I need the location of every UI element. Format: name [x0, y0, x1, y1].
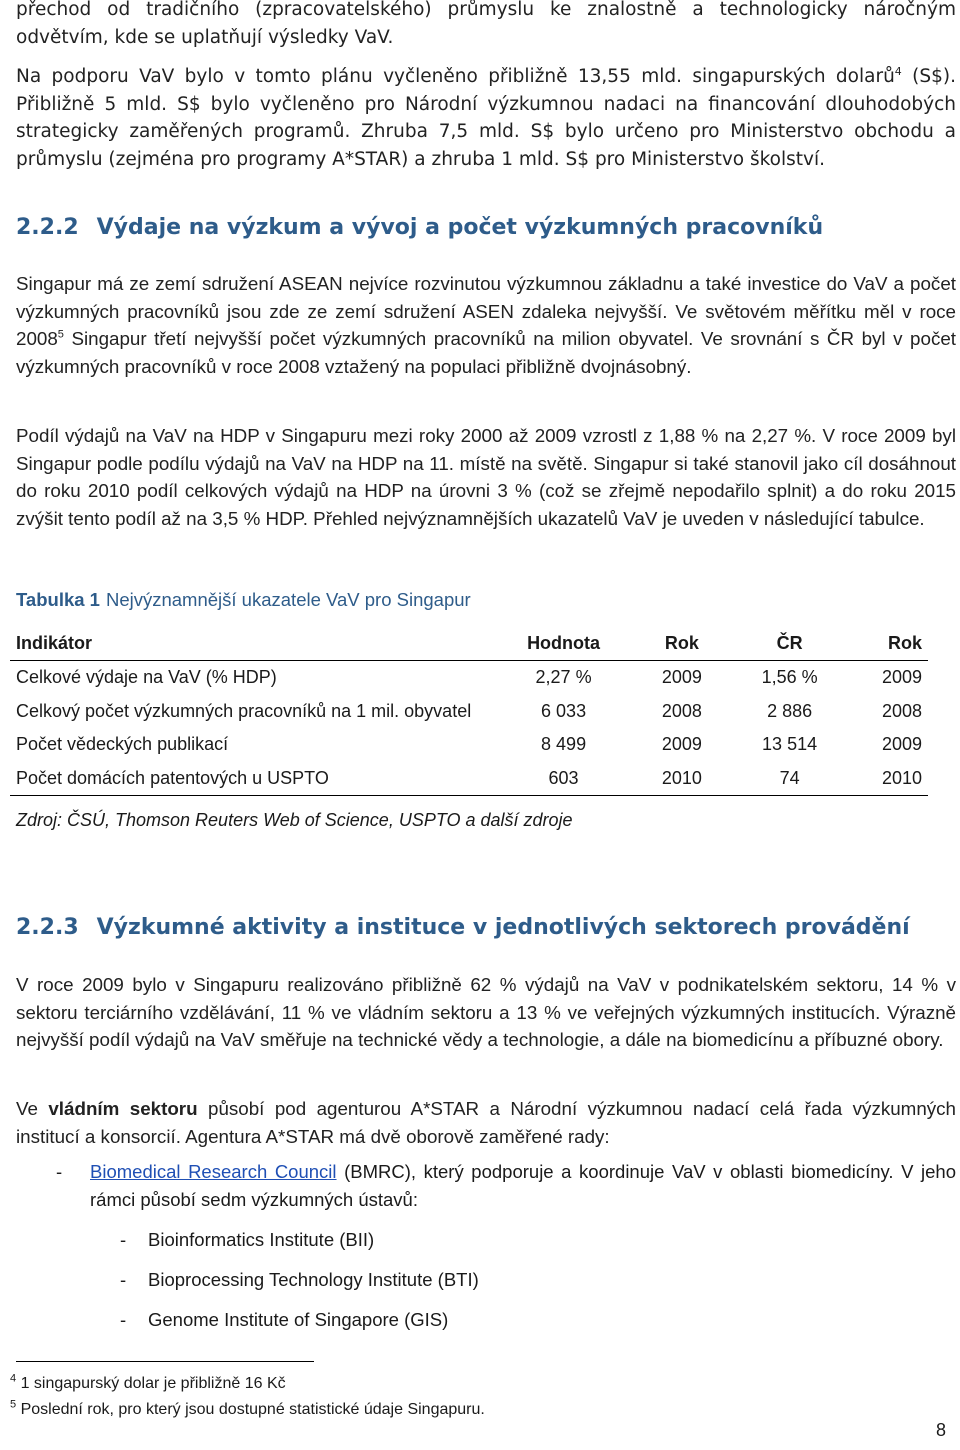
- cell-value: 2,27 %: [535, 667, 592, 688]
- table-source-note: Zdroj: ČSÚ, Thomson Reuters Web of Science, USPTO a další zdroje: [16, 810, 573, 830]
- footnote-4: $^4$ 1 singapurský dolar je přibližně 16 Kč: [10, 1372, 286, 1392]
- cell-cr: 13 514: [762, 734, 818, 755]
- cell-year: 2008: [661, 700, 702, 721]
- cell-year-cr: 2009: [881, 667, 922, 688]
- table-row: [10, 762, 928, 796]
- sub-bullet-dash: -: [120, 1269, 127, 1290]
- institute-item: Bioinformatics Institute (BII): [148, 1229, 375, 1250]
- section-2-2-2-paragraph-2: Podíl výdajů na VaV na HDP v Singapuru mezi roky 2000 až 2009 vzrostl z 1,88 % na 2,27 %. V roce 2009 byl Singapur podle podílu výdajů na VaV na HDP na 11. místě na světě. Singapur si také stanovil jako cíl dosáhnout do roku 2010 podíl celkových výdajů na HDP na úrovni 3 % (což se zřejmě nepodařilo splnit) a do roku 2015 zvýšit tento podíl až na 3,5 % HDP. Přehled nejvýznamnějších ukazatelů VaV je uveden v následující tabulce.: [16, 425, 956, 529]
- section-2-2-3-paragraph-1: V roce 2009 bylo v Singapuru realizováno přibližně 62 % výdajů na VaV v podnikatelském sektoru, 14 % v sektoru terciárního vzdělávání, 11 % ve vládním sektoru a 13 % ve veřejných výzkumných institucích. Výrazně nejvyšší podíl výdajů na VaV směřuje na technické vědy a technologie, a dále na biomedicínu a příbuzné obory.: [16, 974, 956, 1050]
- bmrc-link[interactable]: Biomedical Research Council: [90, 1161, 337, 1182]
- cell-value: 603: [495, 762, 633, 796]
- bullet-dash: -: [56, 1161, 63, 1182]
- cell-indicator: Celkový počet výzkumných pracovníků na 1 mil. obyvatel: [16, 700, 472, 721]
- intro-paragraph-continued: přechod od tradičního (zpracovatelského) průmyslu ke znalostně a technologicky náročným odvětvím, kde se uplatňují výsledky VaV.: [16, 0, 956, 48]
- cell-year-cr: 2008: [881, 700, 922, 721]
- bold-government-sector: vládním sektoru: [48, 1098, 198, 1119]
- intro-funding-paragraph: Na podporu VaV bylo v tomto plánu vyčleněno přibližně 13,55 mld. singapurských dolarů$^4$ (S$). Přibližně 5 mld. S$ bylo vyčleněno pro Národní výzkumnou nadaci na financování dlouhodobých strategicky zaměřených programů. Zhruba 7,5 mld. S$ bylo určeno pro Ministerstvo obchodu a průmyslu (zejména pro programy A*STAR) a zhruba 1 mld. S$ pro Ministerstvo školství.: [16, 64, 956, 170]
- footnote-ref-5[interactable]: 5: [57, 328, 64, 341]
- header-indicator: Indikátor: [10, 626, 495, 661]
- cell-indicator: Počet vědeckých publikací: [16, 734, 229, 755]
- footnote-5: $^5$ Poslední rok, pro který jsou dostupné statistické údaje Singapuru.: [10, 1398, 485, 1418]
- section-heading-2-2-3: 2.2.3 Výzkumné aktivity a instituce v jednotlivých sektorech provádění: [16, 915, 910, 940]
- indicators-table: [10, 626, 928, 796]
- section-2-2-3-paragraph-2: Ve vládním sektoru působí pod agenturou A*STAR a Národní výzkumnou nadací celá řada výzkumných institucí a konsorcií. Agentura A*STAR má dvě oborově zaměřené rady:: [16, 1098, 956, 1147]
- institute-item: Bioprocessing Technology Institute (BTI): [148, 1269, 479, 1290]
- table-row: [10, 728, 928, 762]
- cell-year: 2009: [661, 734, 702, 755]
- cell-indicator: Počet domácích patentových u USPTO: [10, 762, 495, 796]
- sub-bullet-dash: -: [120, 1309, 127, 1330]
- cell-year-cr: 2009: [881, 734, 922, 755]
- cell-indicator: Celkové výdaje na VaV (% HDP): [16, 667, 277, 688]
- cell-year-cr: 2010: [848, 762, 928, 796]
- cell-value: 6 033: [541, 700, 587, 721]
- header-value: Hodnota: [495, 626, 633, 661]
- table-row: [10, 661, 928, 695]
- table-caption: Tabulka 1 Nejvýznamnější ukazatele VaV pro Singapur: [16, 589, 471, 610]
- institute-item: Genome Institute of Singapore (GIS): [148, 1309, 449, 1330]
- cell-value: 8 499: [541, 734, 587, 755]
- header-year: Rok: [633, 626, 732, 661]
- table-row: [10, 695, 928, 729]
- page-number: 8: [935, 1420, 946, 1440]
- sub-bullet-dash: -: [120, 1229, 127, 1250]
- footnote-separator: [16, 1361, 314, 1362]
- cell-cr: 74: [731, 762, 848, 796]
- header-cr: ČR: [731, 626, 848, 661]
- header-year-cr: Rok: [848, 626, 928, 661]
- section-2-2-2-paragraph-1: Singapur má ze zemí sdružení ASEAN nejvíce rozvinutou výzkumnou základnu a také investice do VaV a počet výzkumných pracovníků jsou zde ze zemí sdružení ASEN zdaleka nejvyšší. Ve světovém měřítku měl v roce 2008$^5$ Singapur třetí nejvyšší počet výzkumných pracovníků na milion obyvatel. Ve srovnání s ČR byl v počet výzkumných pracovníků v roce 2008 vztažený na populaci přibližně dvojnásobný.: [16, 273, 956, 377]
- bmrc-list-item: Biomedical Research Council (BMRC), který podporuje a koordinuje VaV v oblasti biomedicíny. V jeho rámci působí sedm výzkumných ústavů:: [90, 1161, 957, 1210]
- footnote-ref-4[interactable]: 4: [894, 64, 902, 78]
- cell-year: 2010: [633, 762, 732, 796]
- section-heading-2-2-2: 2.2.2 Výdaje na výzkum a vývoj a počet výzkumných pracovníků: [16, 215, 824, 240]
- cell-year: 2009: [661, 667, 702, 688]
- table-header-row: [10, 626, 928, 661]
- cell-cr: 1,56 %: [761, 667, 818, 688]
- cell-cr: 2 886: [767, 700, 813, 721]
